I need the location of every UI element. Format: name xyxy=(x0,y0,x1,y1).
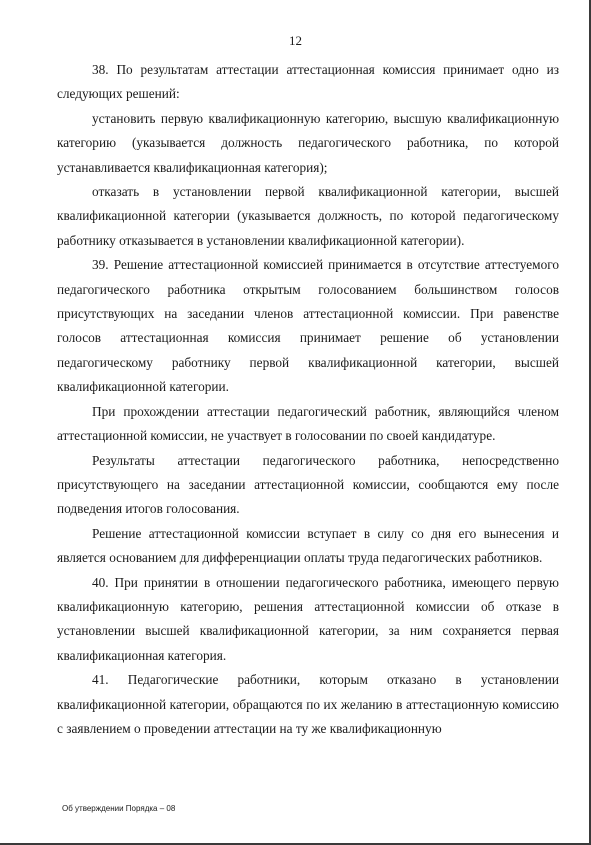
document-body xyxy=(57,58,559,741)
paragraph-member-voting: При прохождении аттестации педагогический работник, являющийся членом аттестационной комиссии, не участвует в голосовании по своей кандидатуре. xyxy=(57,403,559,444)
page-number: 12 xyxy=(289,33,302,48)
paragraph-41: 41. Педагогические работники, которым отказано в установлении квалификационной категории, обращаются по их желанию в аттестационную комиссию с заявлением о проведении аттестации на ту же квалификационную xyxy=(57,672,559,736)
paragraph-38: 38. По результатам аттестации аттестационная комиссия принимает одно из следующих решений: xyxy=(57,62,559,102)
paragraph-decision-establish: установить первую квалификационную категорию, высшую квалификационную категорию (указывается должность педагогического работника, по которой устанавливается квалификационная категория); xyxy=(57,110,559,175)
paragraph-decision-refuse: отказать в установлении первой квалификационной категории, высшей квалификационной категории (указывается должность, по которой педагогическому работнику отказывается в установлении квалификационной категории). xyxy=(57,184,559,248)
paragraph-39: 39. Решение аттестационной комиссией принимается в отсутствие аттестуемого педагогического работника открытым голосованием большинством голосов присутствующих на заседании членов аттестационной комиссии. При равенстве голосов аттестационная комиссия принимает решение об установлении педагогическому работнику первой квалификационной категории, высшей квалификационной категории. xyxy=(57,257,559,395)
paragraph-decision-effect: Решение аттестационной комиссии вступает в силу со дня его вынесения и является основанием для дифференциации оплаты труда педагогических работников. xyxy=(57,525,559,566)
paragraph-40: 40. При принятии в отношении педагогического работника, имеющего первую квалификационную категорию, решения аттестационной комиссии об отказе в установлении высшей квалификационной категории, за ним сохраняется первая квалификационная категория. xyxy=(57,574,559,663)
paragraph-results: Результаты аттестации педагогического работника, непосредственно присутствующего на заседании аттестационной комиссии, сообщаются ему после подведения итогов голосования. xyxy=(57,452,559,517)
footer-note: Об утверждении Порядка – 08 xyxy=(62,804,176,813)
